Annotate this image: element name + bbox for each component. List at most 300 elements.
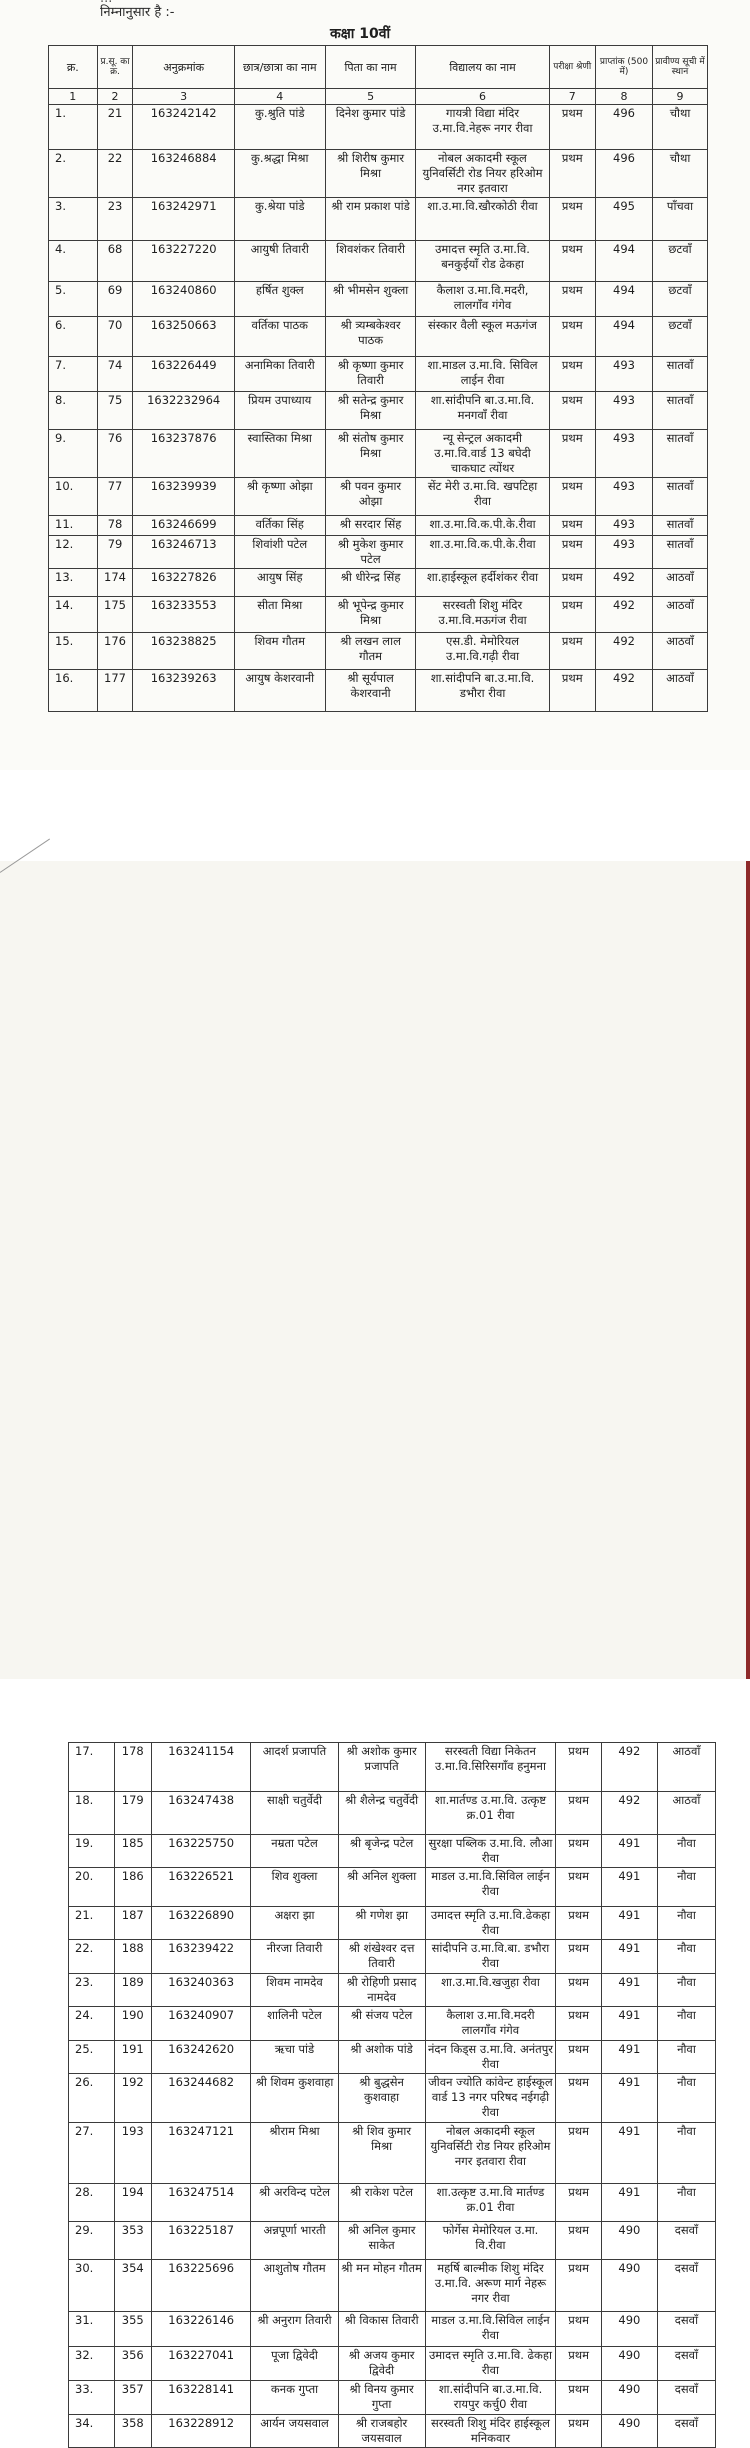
- cell-school: फोर्गेस मेमोरियल उ.मा. वि.रीवा: [425, 2222, 556, 2260]
- cell-father: श्री अशोक पांडे: [338, 2041, 425, 2074]
- cell-marks: 492: [596, 569, 653, 597]
- cell-merit: 70: [97, 317, 133, 357]
- cell-sn: 14.: [49, 597, 98, 633]
- table-row: [49, 597, 708, 633]
- cell-school: उमादत्त स्मृति उ.मा.वि. ढेकहा रीवा: [425, 2347, 556, 2381]
- cell-roll: 163228141: [151, 2381, 251, 2415]
- cell-student: अक्षरा झा: [251, 1907, 338, 1940]
- cell-student: आयुषी तिवारी: [234, 241, 325, 282]
- cell-student: श्री अनुराग तिवारी: [251, 2312, 338, 2347]
- cell-student: कु.श्रेया पांडे: [234, 198, 325, 241]
- table-row: [69, 1792, 716, 1835]
- cell-school: जीवन ज्योति कांवेन्ट हाईस्कूल वार्ड 13 नगर परिषद नईगढ़ी रीवा: [425, 2074, 556, 2123]
- table-row: [69, 2041, 716, 2074]
- cell-merit: 194: [114, 2184, 151, 2222]
- cell-marks: 493: [596, 392, 653, 430]
- cell-merit: 191: [114, 2041, 151, 2074]
- table-header-row: [49, 46, 708, 89]
- header-cell: क्र.: [49, 46, 98, 89]
- cell-roll: 163242620: [151, 2041, 251, 2074]
- cell-div: प्रथम: [549, 317, 595, 357]
- column-number: 5: [325, 89, 416, 105]
- cell-roll: 163240363: [151, 1974, 251, 2007]
- cell-roll: 163247514: [151, 2184, 251, 2222]
- cell-merit: 175: [97, 597, 133, 633]
- cell-school: सरस्वती शिशु मंदिर हाईस्कूल मनिकवार: [425, 2415, 556, 2448]
- cell-school: गायत्री विद्या मंदिर उ.मा.वि.नेहरू नगर रीवा: [416, 105, 549, 150]
- cell-div: प्रथम: [549, 357, 595, 392]
- cell-merit: 75: [97, 392, 133, 430]
- cell-student: आयुष केशरवानी: [234, 670, 325, 712]
- cell-roll: 163238825: [133, 633, 234, 670]
- cell-roll: 163241154: [151, 1743, 251, 1792]
- cell-merit: 21: [97, 105, 133, 150]
- cell-rank: सातवाँ: [653, 430, 708, 478]
- cell-school: शा.सांदीपनि बा.उ.मा.वि. डभौरा रीवा: [416, 670, 549, 712]
- cell-div: प्रथम: [549, 198, 595, 241]
- cell-school: शा.सांदीपनि बा.उ.मा.वि. मनगवाँ रीवा: [416, 392, 549, 430]
- header-cell: अनुक्रमांक: [133, 46, 234, 89]
- cell-merit: 185: [114, 1835, 151, 1868]
- cell-roll: 163247121: [151, 2123, 251, 2184]
- cell-rank: नौवा: [657, 2007, 715, 2041]
- cell-school: सांदीपनि उ.मा.वि.बा. डभौरा रीवा: [425, 1940, 556, 1974]
- cell-roll: 163226890: [151, 1907, 251, 1940]
- cell-student: ऋचा पांडे: [251, 2041, 338, 2074]
- cell-div: प्रथम: [549, 670, 595, 712]
- page-binding-edge: [746, 861, 750, 1679]
- cell-school: कैलाश उ.मा.वि.मदरी लालगाँव गंगेव: [425, 2007, 556, 2041]
- cell-father: श्री रोहिणी प्रसाद नामदेव: [338, 1974, 425, 2007]
- column-number: 9: [653, 89, 708, 105]
- cell-sn: 9.: [49, 430, 98, 478]
- cell-rank: छटवाँ: [653, 282, 708, 317]
- cell-father: शिवशंकर तिवारी: [325, 241, 416, 282]
- cell-school: उमादत्त स्मृति उ.मा.वि.ढेकहा रीवा: [425, 1907, 556, 1940]
- cell-father: श्री अनिल शुक्ला: [338, 1868, 425, 1907]
- cell-student: अनामिका तिवारी: [234, 357, 325, 392]
- cell-rank: आठवाँ: [657, 1743, 715, 1792]
- cell-rank: आठवाँ: [657, 1792, 715, 1835]
- cell-div: प्रथम: [549, 105, 595, 150]
- cell-sn: 16.: [49, 670, 98, 712]
- cell-roll: 163227826: [133, 569, 234, 597]
- cell-sn: 22.: [69, 1940, 115, 1974]
- cell-roll: 163225187: [151, 2222, 251, 2260]
- cell-sn: 5.: [49, 282, 98, 317]
- cell-marks: 490: [601, 2381, 657, 2415]
- cell-marks: 494: [596, 241, 653, 282]
- cell-merit: 193: [114, 2123, 151, 2184]
- cell-rank: चौथा: [653, 150, 708, 198]
- cell-marks: 496: [596, 150, 653, 198]
- cell-school: शा.मार्तण्ड उ.मा.वि. उत्कृष्ट क्र.01 रीवा: [425, 1792, 556, 1835]
- cell-father: श्री बुद्धसेन कुशवाहा: [338, 2074, 425, 2123]
- cell-school: न्यू सेन्ट्रल अकादमी उ.मा.वि.वार्ड 13 बघेदी चाकघाट त्योंथर: [416, 430, 549, 478]
- cell-marks: 495: [596, 198, 653, 241]
- cell-roll: 163239263: [133, 670, 234, 712]
- column-number: 8: [596, 89, 653, 105]
- cell-father: दिनेश कुमार पांडे: [325, 105, 416, 150]
- cell-roll: 163246699: [133, 516, 234, 536]
- cell-father: श्री बृजेन्द्र पटेल: [338, 1835, 425, 1868]
- cell-rank: दसवाँ: [657, 2347, 715, 2381]
- cell-div: प्रथम: [556, 2415, 602, 2448]
- cell-rank: नौवा: [657, 1940, 715, 1974]
- class-title: कक्षा 10वीं: [330, 26, 391, 42]
- intro-line: निम्नानुसार है :-: [100, 5, 175, 20]
- cell-sn: 32.: [69, 2347, 115, 2381]
- cell-sn: 8.: [49, 392, 98, 430]
- table-row: [69, 2184, 716, 2222]
- cell-student: पूजा द्विवेदी: [251, 2347, 338, 2381]
- cell-student: नीरजा तिवारी: [251, 1940, 338, 1974]
- column-number: 2: [97, 89, 133, 105]
- cell-rank: दसवाँ: [657, 2312, 715, 2347]
- cell-div: प्रथम: [549, 569, 595, 597]
- cell-sn: 30.: [69, 2260, 115, 2312]
- cell-div: प्रथम: [549, 282, 595, 317]
- cell-marks: 492: [601, 1792, 657, 1835]
- table-row: [69, 1940, 716, 1974]
- cell-marks: 493: [596, 478, 653, 516]
- cell-school: उमादत्त स्मृति उ.मा.वि. बनकुईयाँ रोड ढेकहा: [416, 241, 549, 282]
- cell-sn: 31.: [69, 2312, 115, 2347]
- header-cell: छात्र/छात्रा का नाम: [234, 46, 325, 89]
- cell-sn: 33.: [69, 2381, 115, 2415]
- cell-school: शा.उ.मा.वि.क.पी.के.रीवा: [416, 536, 549, 569]
- cell-father: श्री भीमसेन शुक्ला: [325, 282, 416, 317]
- cell-student: आदर्श प्रजापति: [251, 1743, 338, 1792]
- cell-student: कु.श्रुति पांडे: [234, 105, 325, 150]
- cell-father: श्री त्र्यम्बकेश्वर पाठक: [325, 317, 416, 357]
- cell-div: प्रथम: [549, 241, 595, 282]
- cell-div: प्रथम: [556, 1743, 602, 1792]
- merit-table-page-2: [68, 1742, 716, 2448]
- cell-roll: 163250663: [133, 317, 234, 357]
- cell-sn: 10.: [49, 478, 98, 516]
- cell-div: प्रथम: [556, 1974, 602, 2007]
- merit-table-page-1: [48, 45, 708, 712]
- cell-student: श्री शिवम कुशवाहा: [251, 2074, 338, 2123]
- cell-marks: 491: [601, 1974, 657, 2007]
- cell-div: प्रथम: [549, 633, 595, 670]
- cell-marks: 492: [596, 670, 653, 712]
- cell-merit: 69: [97, 282, 133, 317]
- cell-marks: 491: [601, 1907, 657, 1940]
- cell-student: साक्षी चतुर्वेदी: [251, 1792, 338, 1835]
- cell-marks: 493: [596, 536, 653, 569]
- cell-rank: सातवाँ: [653, 536, 708, 569]
- cell-school: कैलाश उ.मा.वि.मदरी, लालगाँव गंगेव: [416, 282, 549, 317]
- cell-roll: 1632232964: [133, 392, 234, 430]
- cell-merit: 22: [97, 150, 133, 198]
- cell-rank: आठवाँ: [653, 597, 708, 633]
- cell-student: शिवम गौतम: [234, 633, 325, 670]
- cell-merit: 192: [114, 2074, 151, 2123]
- cell-div: प्रथम: [549, 597, 595, 633]
- cell-merit: 178: [114, 1743, 151, 1792]
- cell-merit: 23: [97, 198, 133, 241]
- intro-text: [100, 0, 660, 22]
- cell-div: प्रथम: [549, 516, 595, 536]
- cell-div: प्रथम: [556, 2007, 602, 2041]
- table-row: [69, 1743, 716, 1792]
- cell-student: प्रियम उपाध्याय: [234, 392, 325, 430]
- header-cell: विद्यालय का नाम: [416, 46, 549, 89]
- cell-div: प्रथम: [549, 478, 595, 516]
- cell-merit: 356: [114, 2347, 151, 2381]
- cell-father: श्री गणेश झा: [338, 1907, 425, 1940]
- cell-sn: 29.: [69, 2222, 115, 2260]
- cell-roll: 163239422: [151, 1940, 251, 1974]
- cell-student: कु.श्रद्धा मिश्रा: [234, 150, 325, 198]
- cell-school: नोबल अकादमी स्कूल युनिवर्सिटी रोड नियर हरिओम नगर इतवारा: [416, 150, 549, 198]
- table-row: [69, 2347, 716, 2381]
- cell-roll: 163228912: [151, 2415, 251, 2448]
- cell-sn: 2.: [49, 150, 98, 198]
- header-cell: प्राप्तांक (500 में): [596, 46, 653, 89]
- header-cell: परीक्षा श्रेणी: [549, 46, 595, 89]
- cell-school: शा.उ.मा.वि.खौरकोठी रीवा: [416, 198, 549, 241]
- cell-div: प्रथम: [556, 2381, 602, 2415]
- cell-roll: 163227041: [151, 2347, 251, 2381]
- cell-school: नोबल अकादमी स्कूल युनिवर्सिटी रोड नियर हरिओम नगर इतवारा रीवा: [425, 2123, 556, 2184]
- table-row: [49, 478, 708, 516]
- table-row: [49, 105, 708, 150]
- cell-roll: 163226449: [133, 357, 234, 392]
- cell-roll: 163239939: [133, 478, 234, 516]
- cell-father: श्री सतेन्द्र कुमार मिश्रा: [325, 392, 416, 430]
- cell-merit: 187: [114, 1907, 151, 1940]
- cell-sn: 18.: [69, 1792, 115, 1835]
- cell-roll: 163246713: [133, 536, 234, 569]
- header-cell: प्र.सू. का क्र.: [97, 46, 133, 89]
- column-number: 1: [49, 89, 98, 105]
- cell-merit: 78: [97, 516, 133, 536]
- column-number: 4: [234, 89, 325, 105]
- cell-marks: 492: [596, 633, 653, 670]
- cell-student: नम्रता पटेल: [251, 1835, 338, 1868]
- table-row: [69, 1868, 716, 1907]
- cell-school: शा.उ.मा.वि.क.पी.के.रीवा: [416, 516, 549, 536]
- cell-marks: 493: [596, 430, 653, 478]
- cell-sn: 20.: [69, 1868, 115, 1907]
- cell-merit: 176: [97, 633, 133, 670]
- cell-marks: 490: [601, 2415, 657, 2448]
- cell-rank: नौवा: [657, 2074, 715, 2123]
- table-row: [69, 2260, 716, 2312]
- table-row: [69, 2007, 716, 2041]
- cell-sn: 15.: [49, 633, 98, 670]
- cell-marks: 494: [596, 317, 653, 357]
- cell-sn: 13.: [49, 569, 98, 597]
- cell-school: संस्कार वैली स्कूल मऊगंज: [416, 317, 549, 357]
- cell-father: श्री विकास तिवारी: [338, 2312, 425, 2347]
- cell-father: श्री मुकेश कुमार पटेल: [325, 536, 416, 569]
- cell-div: प्रथम: [556, 2123, 602, 2184]
- cell-div: प्रथम: [556, 2312, 602, 2347]
- table-row: [49, 198, 708, 241]
- cell-rank: नौवा: [657, 2041, 715, 2074]
- table-row: [69, 1974, 716, 2007]
- cell-school: सुरक्षा पब्लिक उ.मा.वि. लौआ रीवा: [425, 1835, 556, 1868]
- cell-student: शालिनी पटेल: [251, 2007, 338, 2041]
- cell-roll: 163242971: [133, 198, 234, 241]
- cell-merit: 358: [114, 2415, 151, 2448]
- cell-merit: 189: [114, 1974, 151, 2007]
- cell-rank: नौवा: [657, 1907, 715, 1940]
- table-row: [49, 536, 708, 569]
- cell-div: प्रथम: [549, 536, 595, 569]
- cell-sn: 1.: [49, 105, 98, 150]
- cell-school: शा.सांदीपनि बा.उ.मा.वि. रायपुर कर्चु0 रीवा: [425, 2381, 556, 2415]
- cell-sn: 11.: [49, 516, 98, 536]
- column-number: 7: [549, 89, 595, 105]
- cell-rank: सातवाँ: [653, 516, 708, 536]
- cell-roll: 163244682: [151, 2074, 251, 2123]
- table-row: [49, 392, 708, 430]
- cell-sn: 23.: [69, 1974, 115, 2007]
- cell-school: महर्षि बाल्मीक शिशु मंदिर उ.मा.वि. अरूण मार्ग नेहरू नगर रीवा: [425, 2260, 556, 2312]
- cell-marks: 491: [601, 1940, 657, 1974]
- cell-sn: 34.: [69, 2415, 115, 2448]
- table-row: [69, 1835, 716, 1868]
- cell-rank: नौवा: [657, 1868, 715, 1907]
- cell-sn: 25.: [69, 2041, 115, 2074]
- cell-father: श्री भूपेन्द्र कुमार मिश्रा: [325, 597, 416, 633]
- table-row: [69, 1907, 716, 1940]
- cell-div: प्रथम: [556, 1907, 602, 1940]
- cell-marks: 491: [601, 1868, 657, 1907]
- table-row: [69, 2312, 716, 2347]
- cell-father: श्री राम प्रकाश पांडे: [325, 198, 416, 241]
- cell-rank: नौवा: [657, 1974, 715, 2007]
- cell-student: श्रीराम मिश्रा: [251, 2123, 338, 2184]
- cell-roll: 163246884: [133, 150, 234, 198]
- cell-rank: पाँचवा: [653, 198, 708, 241]
- cell-marks: 490: [601, 2260, 657, 2312]
- table-row: [49, 317, 708, 357]
- cell-student: श्री अरविन्द पटेल: [251, 2184, 338, 2222]
- cell-div: प्रथम: [556, 2347, 602, 2381]
- table-row: [49, 516, 708, 536]
- page-gap: [0, 770, 750, 861]
- table-row: [49, 569, 708, 597]
- cell-father: श्री अजय कुमार द्विवेदी: [338, 2347, 425, 2381]
- cell-sn: 12.: [49, 536, 98, 569]
- table-row: [49, 241, 708, 282]
- cell-student: श्री कृष्णा ओझा: [234, 478, 325, 516]
- cell-marks: 491: [601, 1835, 657, 1868]
- table-row: [69, 2074, 716, 2123]
- cell-div: प्रथम: [556, 2074, 602, 2123]
- cell-marks: 492: [596, 597, 653, 633]
- cell-rank: सातवाँ: [653, 392, 708, 430]
- cell-div: प्रथम: [556, 2041, 602, 2074]
- cell-merit: 74: [97, 357, 133, 392]
- cell-roll: 163247438: [151, 1792, 251, 1835]
- cell-student: शिवांशी पटेल: [234, 536, 325, 569]
- column-number: 6: [416, 89, 549, 105]
- cell-father: श्री अनिल कुमार साकेत: [338, 2222, 425, 2260]
- cell-school: शा.उ.मा.वि.खजुहा रीवा: [425, 1974, 556, 2007]
- cell-student: आशुतोष गौतम: [251, 2260, 338, 2312]
- cell-div: प्रथम: [549, 392, 595, 430]
- cell-father: श्री शैलेन्द्र चतुर्वेदी: [338, 1792, 425, 1835]
- cell-merit: 355: [114, 2312, 151, 2347]
- cell-father: श्री पवन कुमार ओझा: [325, 478, 416, 516]
- cell-div: प्रथम: [549, 150, 595, 198]
- cell-rank: छटवाँ: [653, 317, 708, 357]
- cell-sn: 7.: [49, 357, 98, 392]
- cell-roll: 163227220: [133, 241, 234, 282]
- cell-marks: 493: [596, 357, 653, 392]
- cell-roll: 163242142: [133, 105, 234, 150]
- table-row: [49, 357, 708, 392]
- cell-marks: 493: [596, 516, 653, 536]
- table-row: [69, 2123, 716, 2184]
- cell-marks: 491: [601, 2007, 657, 2041]
- cell-rank: दसवाँ: [657, 2381, 715, 2415]
- cell-marks: 490: [601, 2347, 657, 2381]
- cell-father: श्री शिरीष कुमार मिश्रा: [325, 150, 416, 198]
- cell-merit: 190: [114, 2007, 151, 2041]
- cell-rank: दसवाँ: [657, 2222, 715, 2260]
- table-row: [69, 2222, 716, 2260]
- cell-student: अन्नपूर्णा भारती: [251, 2222, 338, 2260]
- cell-merit: 177: [97, 670, 133, 712]
- cell-roll: 163225750: [151, 1835, 251, 1868]
- cell-school: एस.डी. मेमोरियल उ.मा.वि.गढ़ी रीवा: [416, 633, 549, 670]
- cell-student: शिवम नामदेव: [251, 1974, 338, 2007]
- cell-father: श्री मन मोहन गौतम: [338, 2260, 425, 2312]
- cell-rank: सातवाँ: [653, 478, 708, 516]
- cell-div: प्रथम: [556, 2184, 602, 2222]
- cell-school: सरस्वती विद्या निकेतन उ.मा.वि.सिरिसगाँव हनुमना: [425, 1743, 556, 1792]
- cell-school: शा.उत्कृष्ट उ.मा.वि मार्तण्ड क्र.01 रीवा: [425, 2184, 556, 2222]
- cell-rank: आठवाँ: [653, 569, 708, 597]
- cell-student: आर्यन जयसवाल: [251, 2415, 338, 2448]
- cell-student: आयुष सिंह: [234, 569, 325, 597]
- column-number: 3: [133, 89, 234, 105]
- cell-div: प्रथम: [556, 2260, 602, 2312]
- cell-father: श्री राकेश पटेल: [338, 2184, 425, 2222]
- cell-merit: 174: [97, 569, 133, 597]
- cell-merit: 186: [114, 1868, 151, 1907]
- cell-sn: 17.: [69, 1743, 115, 1792]
- cell-roll: 163226146: [151, 2312, 251, 2347]
- cell-sn: 4.: [49, 241, 98, 282]
- cell-marks: 494: [596, 282, 653, 317]
- cell-rank: आठवाँ: [653, 633, 708, 670]
- cell-div: प्रथम: [556, 1940, 602, 1974]
- cell-rank: नौवा: [657, 2123, 715, 2184]
- cell-student: वर्तिका सिंह: [234, 516, 325, 536]
- cell-marks: 496: [596, 105, 653, 150]
- cell-merit: 77: [97, 478, 133, 516]
- cell-father: श्री शिव कुमार मिश्रा: [338, 2123, 425, 2184]
- cell-sn: 24.: [69, 2007, 115, 2041]
- cell-div: प्रथम: [556, 1792, 602, 1835]
- header-cell: प्रावीण्य सूची में स्थान: [653, 46, 708, 89]
- cell-student: शिव शुक्ला: [251, 1868, 338, 1907]
- cell-div: प्रथम: [556, 1868, 602, 1907]
- cell-father: श्री शंखेश्वर दत्त तिवारी: [338, 1940, 425, 1974]
- document-page-1: [0, 0, 750, 770]
- cell-div: प्रथम: [549, 430, 595, 478]
- table-row: [49, 150, 708, 198]
